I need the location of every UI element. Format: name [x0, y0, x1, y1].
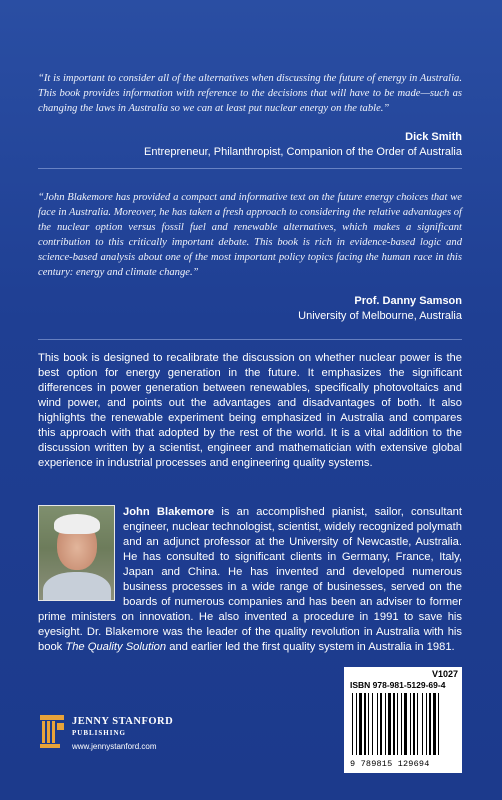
- column-logo-icon: [38, 713, 66, 753]
- publisher-sub: PUBLISHING: [72, 729, 126, 737]
- endorsement-attribution-1: [144, 130, 462, 160]
- barcode-bars: [350, 693, 456, 757]
- book-title-ref: The Quality Solution: [65, 641, 167, 653]
- barcode-digits: 9 789815 129694: [350, 759, 430, 769]
- author-name: John Blakemore: [123, 506, 215, 518]
- author-bio: [38, 505, 462, 655]
- endorser-title-2: University of Melbourne, Australia: [298, 310, 462, 322]
- barcode-box: [344, 667, 462, 773]
- publisher-logo: [38, 713, 198, 759]
- publisher-name: JENNY STANFORD: [72, 716, 174, 727]
- author-photo: [38, 505, 115, 601]
- endorsement-attribution-2: [298, 294, 462, 324]
- endorser-title-1: Entrepreneur, Philanthropist, Companion of the Order of Australia: [144, 146, 462, 158]
- publisher-url: www.jennystanford.com: [72, 742, 157, 751]
- isbn-text: ISBN 978-981-5129-69-4: [350, 680, 446, 690]
- endorser-name-1: Dick Smith: [405, 131, 462, 143]
- endorsement-quote-2: “John Blakemore has provided a compact and informative text on the future energy choices that we face in Australia. Moreover, he has taken a fresh approach to considering the relative advantages of the nuclear option versus fossil fuel and renewable alternatives, which makes a significant contribution to this critically important debate. This book is rich in evidence-based logic and science-based analysis about one of the most important policy topics facing the human race in this century: energy and climate change.”: [38, 192, 462, 278]
- divider-1: [38, 168, 462, 169]
- author-bio-text: John Blakemore is an accomplished pianist, sailor, consultant engineer, nuclear technologist, scientist, widely recognized polymath and an adjunct professor at the University of Newcastle, Australia. He has consulted to significant clients in Germany, France, Italy, Japan and China. He has invented and developed numerous business processes in a wide range of businesses, served on the boards of numerous companies and has been an adviser to former prime ministers on innovation. He also invented a procedure in 1991 to save his eyesight. Dr. Blakemore was the leader of the quality revolution in Australia with his book The Quality Solution and earlier led the first quality system in Australia in 1981.: [38, 506, 463, 653]
- book-description: This book is designed to recalibrate the discussion on whether nuclear power is the best option for energy generation in the future. It emphasizes the significant differences in power generation between renewables, specifically photovoltaics and wind power, and points out the advantages and disadvantages of both. It also highlights the renewable experiment being emphasized in Australia and compares this approach with that adopted by the rest of the world. It is a vital addition to the discussion written by a scientist, engineer and mathematician with extensive global experience in industrial processes and engineering quality systems.: [38, 352, 462, 469]
- endorser-name-2: Prof. Danny Samson: [354, 295, 462, 307]
- divider-2: [38, 339, 462, 340]
- product-code: V1027: [431, 669, 458, 679]
- endorsement-quote-1: “It is important to consider all of the alternatives when discussing the future of energy in Australia. This book provides information with reference to the decisions that will have to be made—such as changing the laws in Australia so we can at least put nuclear energy on the table.”: [38, 73, 462, 114]
